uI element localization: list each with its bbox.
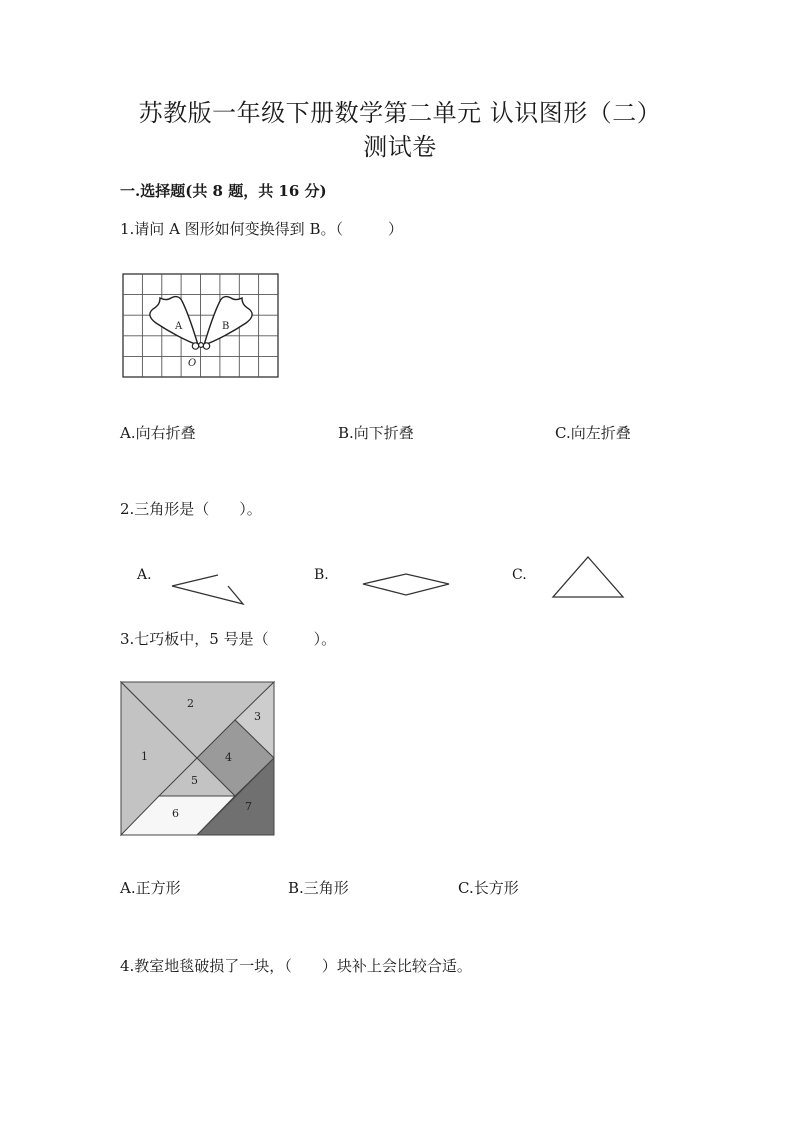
tangram-label-2: 2 xyxy=(187,697,194,710)
page-title-line2: 测试卷 xyxy=(363,133,437,161)
q1-option-b[interactable]: B.向下折叠 xyxy=(338,424,414,442)
question-1-text: 1.请问 A 图形如何变换得到 B。（ ） xyxy=(120,220,403,238)
point-o-label: O xyxy=(188,358,197,369)
tangram-label-3: 3 xyxy=(254,710,261,723)
tangram-label-7: 7 xyxy=(245,800,252,813)
tangram-figure xyxy=(119,680,276,837)
question-2-text: 2.三角形是（ ）。 xyxy=(120,500,262,518)
q3-option-a[interactable]: A.正方形 xyxy=(120,879,181,897)
q1-option-c[interactable]: C.向左折叠 xyxy=(555,424,631,442)
tangram-label-1: 1 xyxy=(141,750,148,763)
triangle-figure xyxy=(550,554,626,600)
page-title: 苏教版一年级下册数学第二单元 认识图形（二） xyxy=(138,99,662,127)
section-heading: 一.选择题(共 8 题，共 16 分) xyxy=(120,182,327,200)
question-4-text: 4.教室地毯破损了一块，（ ）块补上会比较合适。 xyxy=(120,957,472,975)
q3-option-c[interactable]: C.长方形 xyxy=(458,879,519,897)
q2-option-a[interactable]: A. xyxy=(137,567,152,583)
q2-option-c[interactable]: C. xyxy=(512,567,527,583)
tangram-label-4: 4 xyxy=(225,751,232,764)
rhombus-figure xyxy=(360,572,452,598)
leaf-a-label: A xyxy=(175,321,183,332)
q3-option-b[interactable]: B.三角形 xyxy=(288,879,349,897)
question-1-figure xyxy=(122,273,280,379)
tangram-label-6: 6 xyxy=(172,807,179,820)
tangram-label-5: 5 xyxy=(191,774,198,787)
leaf-b-label: B xyxy=(222,321,230,332)
q2-option-b[interactable]: B. xyxy=(314,567,329,583)
question-3-text: 3.七巧板中，5 号是（ ）。 xyxy=(120,630,337,648)
q1-option-a[interactable]: A.向右折叠 xyxy=(120,424,196,442)
open-shape-figure xyxy=(168,572,248,606)
